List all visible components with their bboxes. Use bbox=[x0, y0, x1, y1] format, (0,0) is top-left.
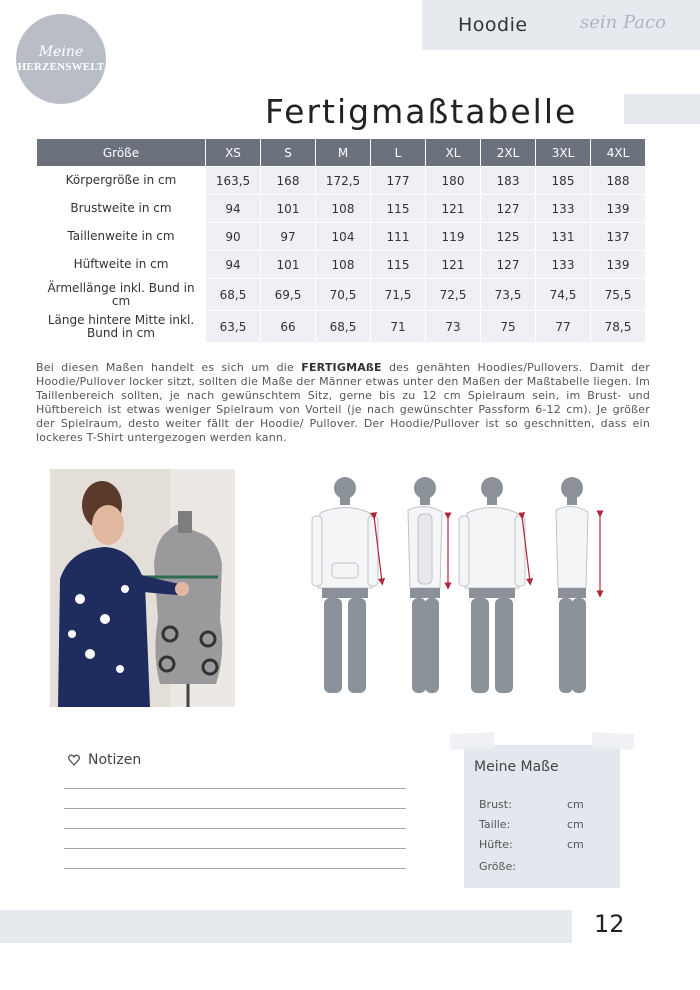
heart-icon bbox=[68, 754, 80, 766]
intro-bold: FERTIGMAßE bbox=[301, 361, 382, 374]
figure-front-2 bbox=[459, 477, 530, 693]
table-cell: 71,5 bbox=[371, 279, 425, 310]
figure-front-1 bbox=[312, 477, 382, 693]
measurement-figures bbox=[300, 468, 610, 703]
table-cell: 97 bbox=[261, 223, 315, 250]
tape-strip bbox=[592, 732, 635, 749]
table-cell: 73 bbox=[426, 311, 480, 342]
header-cell-size: M bbox=[316, 139, 370, 166]
table-cell: 168 bbox=[261, 167, 315, 194]
measuring-photo bbox=[50, 469, 235, 707]
header-cell-size: XS bbox=[206, 139, 260, 166]
intro-paragraph bbox=[36, 361, 650, 445]
logo-line-1: Meine bbox=[38, 44, 84, 60]
table-cell: 127 bbox=[481, 195, 535, 222]
table-cell: 177 bbox=[371, 167, 425, 194]
row-label: Taillenweite in cm bbox=[37, 223, 205, 250]
logo-line-2: HERZENSWELT bbox=[17, 61, 105, 73]
table-cell: 183 bbox=[481, 167, 535, 194]
card-field-unit: cm bbox=[567, 798, 584, 811]
table-cell: 68,5 bbox=[316, 311, 370, 342]
table-cell: 78,5 bbox=[591, 311, 645, 342]
card-field-label: Hüfte: bbox=[479, 838, 513, 851]
header-script-text: sein Paco bbox=[580, 12, 666, 33]
table-cell: 121 bbox=[426, 195, 480, 222]
table-cell: 121 bbox=[426, 251, 480, 278]
note-line[interactable] bbox=[64, 868, 406, 869]
row-label: Länge hintere Mitte inkl. Bund in cm bbox=[37, 311, 205, 342]
figure-side-2 bbox=[556, 477, 600, 693]
table-cell: 70,5 bbox=[316, 279, 370, 310]
table-cell: 185 bbox=[536, 167, 590, 194]
figure-side-1 bbox=[408, 477, 448, 693]
table-row bbox=[37, 195, 645, 222]
table-cell: 180 bbox=[426, 167, 480, 194]
header-cell-size: XL bbox=[426, 139, 480, 166]
table-row bbox=[37, 223, 645, 250]
table-cell: 66 bbox=[261, 311, 315, 342]
header-cell-size: 4XL bbox=[591, 139, 645, 166]
row-label: Ärmellänge inkl. Bund in cm bbox=[37, 279, 205, 310]
intro-text-2: des genähten Hoodies/Pullovers. Damit der Hoodie/Pullover locker sitzt, sollten die Maße der Männer etwas unter den Maßen der Maßtabelle liegen. Im Taillenbereich sollten, je nach gewünschtem Sitz, gerne bis zu 12 cm Spielraum sein, im Brust- und Hüftbereich ist etwas weniger Spielraum von Vorteil (je nach gewünschter Passform 6-12 cm). Je größer der Spielraum, desto weiter fällt der Hoodie/ Pullover. Der Hoodie/Pullover ist so geschnitten, dass ein lockeres T-Shirt untergezogen werden kann. bbox=[36, 361, 650, 444]
table-cell: 131 bbox=[536, 223, 590, 250]
table-cell: 172,5 bbox=[316, 167, 370, 194]
note-line[interactable] bbox=[64, 788, 406, 789]
table-cell: 94 bbox=[206, 251, 260, 278]
table-cell: 104 bbox=[316, 223, 370, 250]
table-cell: 188 bbox=[591, 167, 645, 194]
card-field-label: Größe: bbox=[479, 860, 516, 873]
table-row bbox=[37, 251, 645, 278]
header-title: Hoodie bbox=[458, 14, 528, 36]
table-cell: 101 bbox=[261, 251, 315, 278]
table-cell: 163,5 bbox=[206, 167, 260, 194]
table-cell: 71 bbox=[371, 311, 425, 342]
table-cell: 69,5 bbox=[261, 279, 315, 310]
table-cell: 90 bbox=[206, 223, 260, 250]
table-cell: 127 bbox=[481, 251, 535, 278]
notes-heading bbox=[68, 752, 141, 768]
row-label: Körpergröße in cm bbox=[37, 167, 205, 194]
table-cell: 133 bbox=[536, 251, 590, 278]
header-cell-size: L bbox=[371, 139, 425, 166]
row-label: Brustweite in cm bbox=[37, 195, 205, 222]
header-cell-size-label: Größe bbox=[37, 139, 205, 166]
table-cell: 63,5 bbox=[206, 311, 260, 342]
table-cell: 115 bbox=[371, 251, 425, 278]
table-row bbox=[37, 311, 645, 342]
table-cell: 125 bbox=[481, 223, 535, 250]
title-band bbox=[624, 94, 700, 124]
note-line[interactable] bbox=[64, 808, 406, 809]
note-line[interactable] bbox=[64, 848, 406, 849]
tape-strip bbox=[450, 732, 495, 750]
brand-logo bbox=[16, 14, 106, 104]
table-cell: 137 bbox=[591, 223, 645, 250]
measurements-card-title: Meine Maße bbox=[474, 759, 559, 775]
table-header-row bbox=[37, 139, 645, 166]
card-field-label: Taille: bbox=[479, 818, 511, 831]
table-cell: 73,5 bbox=[481, 279, 535, 310]
table-cell: 74,5 bbox=[536, 279, 590, 310]
table-cell: 139 bbox=[591, 251, 645, 278]
table-cell: 77 bbox=[536, 311, 590, 342]
page-title: Fertigmaßtabelle bbox=[265, 92, 578, 131]
card-field-unit: cm bbox=[567, 818, 584, 831]
header-cell-size: 3XL bbox=[536, 139, 590, 166]
table-cell: 68,5 bbox=[206, 279, 260, 310]
table-cell: 115 bbox=[371, 195, 425, 222]
header-cell-size: S bbox=[261, 139, 315, 166]
table-cell: 108 bbox=[316, 195, 370, 222]
table-cell: 139 bbox=[591, 195, 645, 222]
table-cell: 133 bbox=[536, 195, 590, 222]
table-cell: 101 bbox=[261, 195, 315, 222]
intro-text-1: Bei diesen Maßen handelt es sich um die bbox=[36, 361, 302, 374]
note-line[interactable] bbox=[64, 828, 406, 829]
measuring-photo-illustration bbox=[50, 469, 235, 707]
row-label: Hüftweite in cm bbox=[37, 251, 205, 278]
size-table bbox=[36, 138, 646, 343]
card-field-unit: cm bbox=[567, 838, 584, 851]
header-cell-size: 2XL bbox=[481, 139, 535, 166]
notes-title: Notizen bbox=[88, 752, 142, 768]
table-cell: 72,5 bbox=[426, 279, 480, 310]
table-cell: 111 bbox=[371, 223, 425, 250]
table-cell: 119 bbox=[426, 223, 480, 250]
footer-band bbox=[0, 910, 572, 943]
card-field-label: Brust: bbox=[479, 798, 512, 811]
page-number: 12 bbox=[594, 910, 625, 938]
table-row bbox=[37, 167, 645, 194]
table-cell: 108 bbox=[316, 251, 370, 278]
table-cell: 75,5 bbox=[591, 279, 645, 310]
table-row bbox=[37, 279, 645, 310]
table-cell: 94 bbox=[206, 195, 260, 222]
table-cell: 75 bbox=[481, 311, 535, 342]
